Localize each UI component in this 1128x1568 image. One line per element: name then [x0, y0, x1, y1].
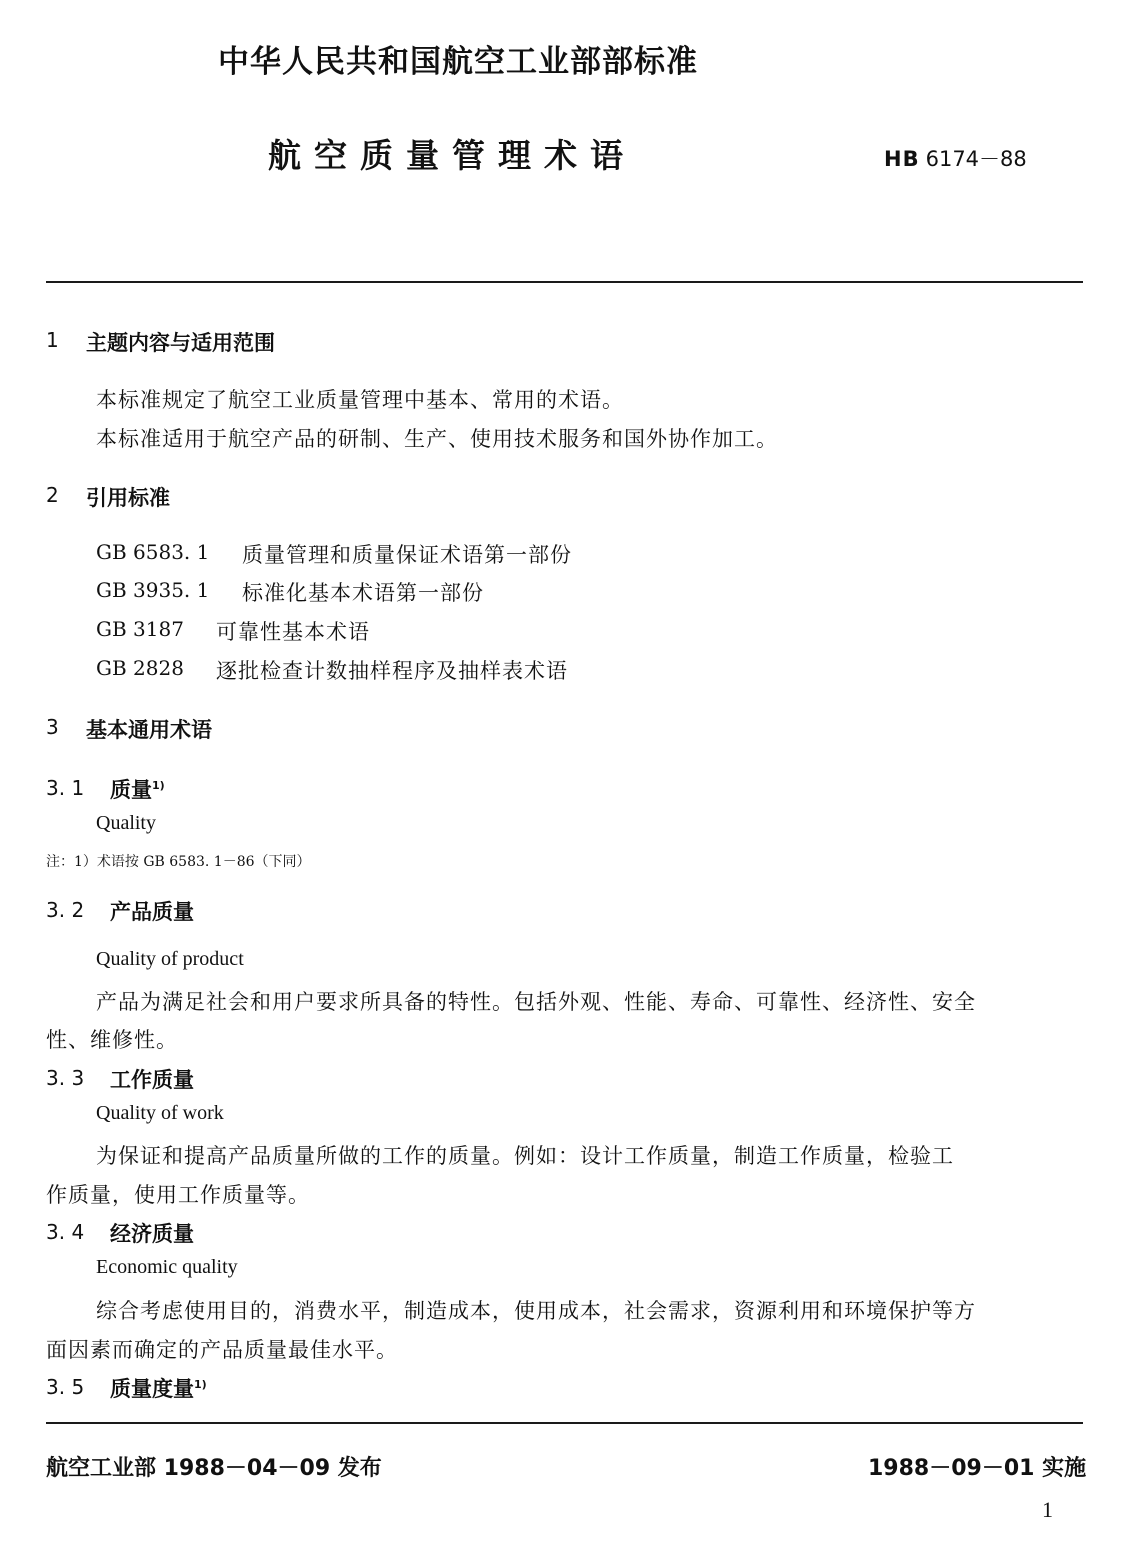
- issue-date: 航空工业部 1988－04－09 发布: [46, 1456, 382, 1481]
- term-definition-line-1: 为保证和提高产品质量所做的工作的质量。例如：设计工作质量，制造工作质量，检验工: [96, 1144, 954, 1168]
- term-english: Economic quality: [96, 1256, 238, 1278]
- term-name: 产品质量: [110, 900, 194, 924]
- term-name: 经济质量: [110, 1222, 194, 1246]
- reference-code: GB 2828: [96, 656, 184, 680]
- term-name: 工作质量: [110, 1068, 194, 1092]
- term-name: 质量度量: [110, 1377, 194, 1401]
- term-number: 3. 2: [46, 898, 85, 922]
- term-definition-line-2: 作质量，使用工作质量等。: [46, 1183, 310, 1207]
- section-2-title: 引用标准: [86, 486, 170, 510]
- footnote-marker: 1): [194, 1378, 207, 1391]
- ministry-standard-title: 中华人民共和国航空工业部部标准: [218, 44, 698, 80]
- term-english: Quality of work: [96, 1102, 224, 1124]
- document-code-number: 6174－88: [925, 147, 1027, 171]
- reference-title: 逐批检查计数抽样程序及抽样表术语: [216, 659, 568, 683]
- term-number: 3. 5: [46, 1375, 85, 1399]
- footer-divider: [46, 1422, 1083, 1424]
- section-1-paragraph-2: 本标准适用于航空产品的研制、生产、使用技术服务和国外协作加工。: [96, 427, 778, 451]
- reference-title: 标准化基本术语第一部份: [242, 581, 484, 605]
- term-number: 3. 4: [46, 1220, 85, 1244]
- section-1-number: 1: [46, 328, 59, 352]
- term-number: 3. 1: [46, 776, 85, 800]
- term-english: Quality of product: [96, 948, 244, 970]
- term-heading: [110, 774, 165, 804]
- reference-title: 可靠性基本术语: [216, 620, 370, 644]
- term-definition-line-2: 性、维修性。: [46, 1028, 178, 1052]
- section-3-number: 3: [46, 715, 59, 739]
- term-definition-line-2: 面因素而确定的产品质量最佳水平。: [46, 1338, 398, 1362]
- page-number: 1: [1042, 1497, 1053, 1522]
- footnote-marker: 1): [152, 779, 165, 792]
- document-title: 航空质量管理术语: [268, 136, 636, 175]
- term-number: 3. 3: [46, 1066, 85, 1090]
- section-2-number: 2: [46, 483, 59, 507]
- header-divider: [46, 281, 1083, 283]
- term-name: 质量: [110, 778, 152, 802]
- reference-code: GB 3935. 1: [96, 578, 210, 602]
- section-1-paragraph-1: 本标准规定了航空工业质量管理中基本、常用的术语。: [96, 388, 624, 412]
- reference-code: GB 6583. 1: [96, 540, 210, 564]
- document-code-prefix: HB: [884, 147, 920, 171]
- term-english: Quality: [96, 812, 156, 834]
- term-definition-line-1: 综合考虑使用目的，消费水平，制造成本，使用成本，社会需求，资源利用和环境保护等方: [96, 1299, 976, 1323]
- reference-title: 质量管理和质量保证术语第一部份: [242, 543, 572, 567]
- section-3-title: 基本通用术语: [86, 718, 212, 742]
- footnote: 注：1）术语按 GB 6583. 1－86（下同）: [46, 854, 311, 870]
- reference-code: GB 3187: [96, 617, 184, 641]
- term-heading: [110, 1373, 207, 1403]
- section-1-title: 主题内容与适用范围: [86, 331, 275, 355]
- effective-date: 1988－09－01 实施: [868, 1456, 1087, 1481]
- term-definition-line-1: 产品为满足社会和用户要求所具备的特性。包括外观、性能、寿命、可靠性、经济性、安全: [96, 990, 976, 1014]
- document-code: [884, 143, 1027, 173]
